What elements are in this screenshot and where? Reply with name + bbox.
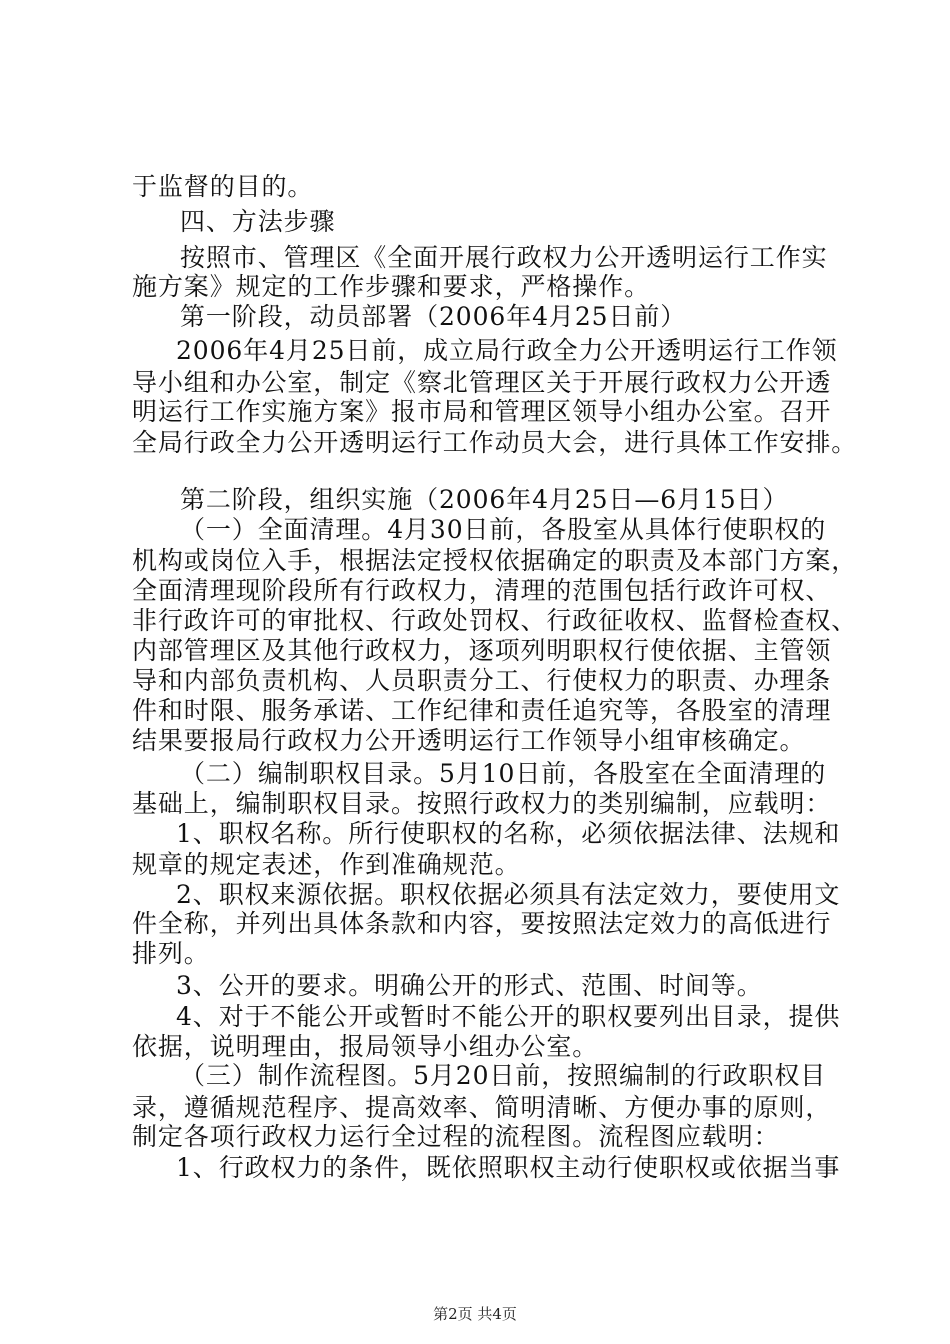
text-line: 件和时限、服务承诺、工作纪律和责任追究等，各股室的清理 bbox=[132, 696, 832, 725]
text-line: 2006年4月25日前，成立局行政全力公开透明运行工作领 bbox=[176, 336, 838, 365]
text-line: 机构或岗位入手，根据法定授权依据确定的职责及本部门方案， bbox=[132, 546, 858, 575]
text-line: 施方案》规定的工作步骤和要求，严格操作。 bbox=[132, 272, 651, 301]
text-line: 全局行政全力公开透明运行工作动员大会，进行具体工作安排。 bbox=[132, 428, 858, 457]
text-line: （二）编制职权目录。5月10日前，各股室在全面清理的 bbox=[180, 759, 827, 788]
text-line: 4、对于不能公开或暂时不能公开的职权要列出目录，提供 bbox=[176, 1002, 841, 1031]
text-line: 规章的规定表述，作到准确规范。 bbox=[132, 850, 521, 879]
text-line: 导和内部负责机构、人员职责分工、行使权力的职责、办理条 bbox=[132, 666, 832, 695]
text-line: 结果要报局行政权力公开透明运行工作领导小组审核确定。 bbox=[132, 726, 806, 755]
text-line: 按照市、管理区《全面开展行政权力公开透明运行工作实 bbox=[180, 243, 828, 272]
text-line: 2、职权来源依据。职权依据必须具有法定效力，要使用文 bbox=[176, 880, 841, 909]
text-line: 依据，说明理由，报局领导小组办公室。 bbox=[132, 1032, 599, 1061]
text-line: 全面清理现阶段所有行政权力，清理的范围包括行政许可权、 bbox=[132, 576, 832, 605]
text-line: （三）制作流程图。5月20日前，按照编制的行政职权目 bbox=[180, 1061, 827, 1090]
text-line: 内部管理区及其他行政权力，逐项列明职权行使依据、主管领 bbox=[132, 636, 832, 665]
text-line: 1、行政权力的条件，既依照职权主动行使职权或依据当事 bbox=[176, 1153, 841, 1182]
text-line: 1、职权名称。所行使职权的名称，必须依据法律、法规和 bbox=[176, 819, 841, 848]
text-line: 明运行工作实施方案》报市局和管理区领导小组办公室。召开 bbox=[132, 397, 832, 426]
text-line: 录，遵循规范程序、提高效率、简明清晰、方便办事的原则， bbox=[132, 1093, 832, 1122]
text-line: 非行政许可的审批权、行政处罚权、行政征收权、监督检查权、 bbox=[132, 606, 858, 635]
page-footer: 第2页 共4页 bbox=[433, 1305, 517, 1323]
text-line: 件全称，并列出具体条款和内容，要按照法定效力的高低进行 bbox=[132, 909, 832, 938]
text-line: 于监督的目的。 bbox=[132, 172, 314, 201]
text-line: 排列。 bbox=[132, 939, 210, 968]
stage-heading: 第一阶段，动员部署（2006年4月25日前） bbox=[180, 302, 687, 331]
text-line: （一）全面清理。4月30日前，各股室从具体行使职权的 bbox=[180, 515, 827, 544]
text-line: 制定各项行政权力运行全过程的流程图。流程图应载明： bbox=[132, 1122, 780, 1151]
text-line: 导小组和办公室，制定《察北管理区关于开展行政权力公开透 bbox=[132, 368, 832, 397]
text-line: 基础上，编制职权目录。按照行政权力的类别编制，应载明： bbox=[132, 789, 832, 818]
section-heading: 四、方法步骤 bbox=[180, 207, 336, 236]
text-line: 3、公开的要求。明确公开的形式、范围、时间等。 bbox=[176, 971, 763, 1000]
stage-heading: 第二阶段，组织实施（2006年4月25日—6月15日） bbox=[180, 485, 789, 514]
